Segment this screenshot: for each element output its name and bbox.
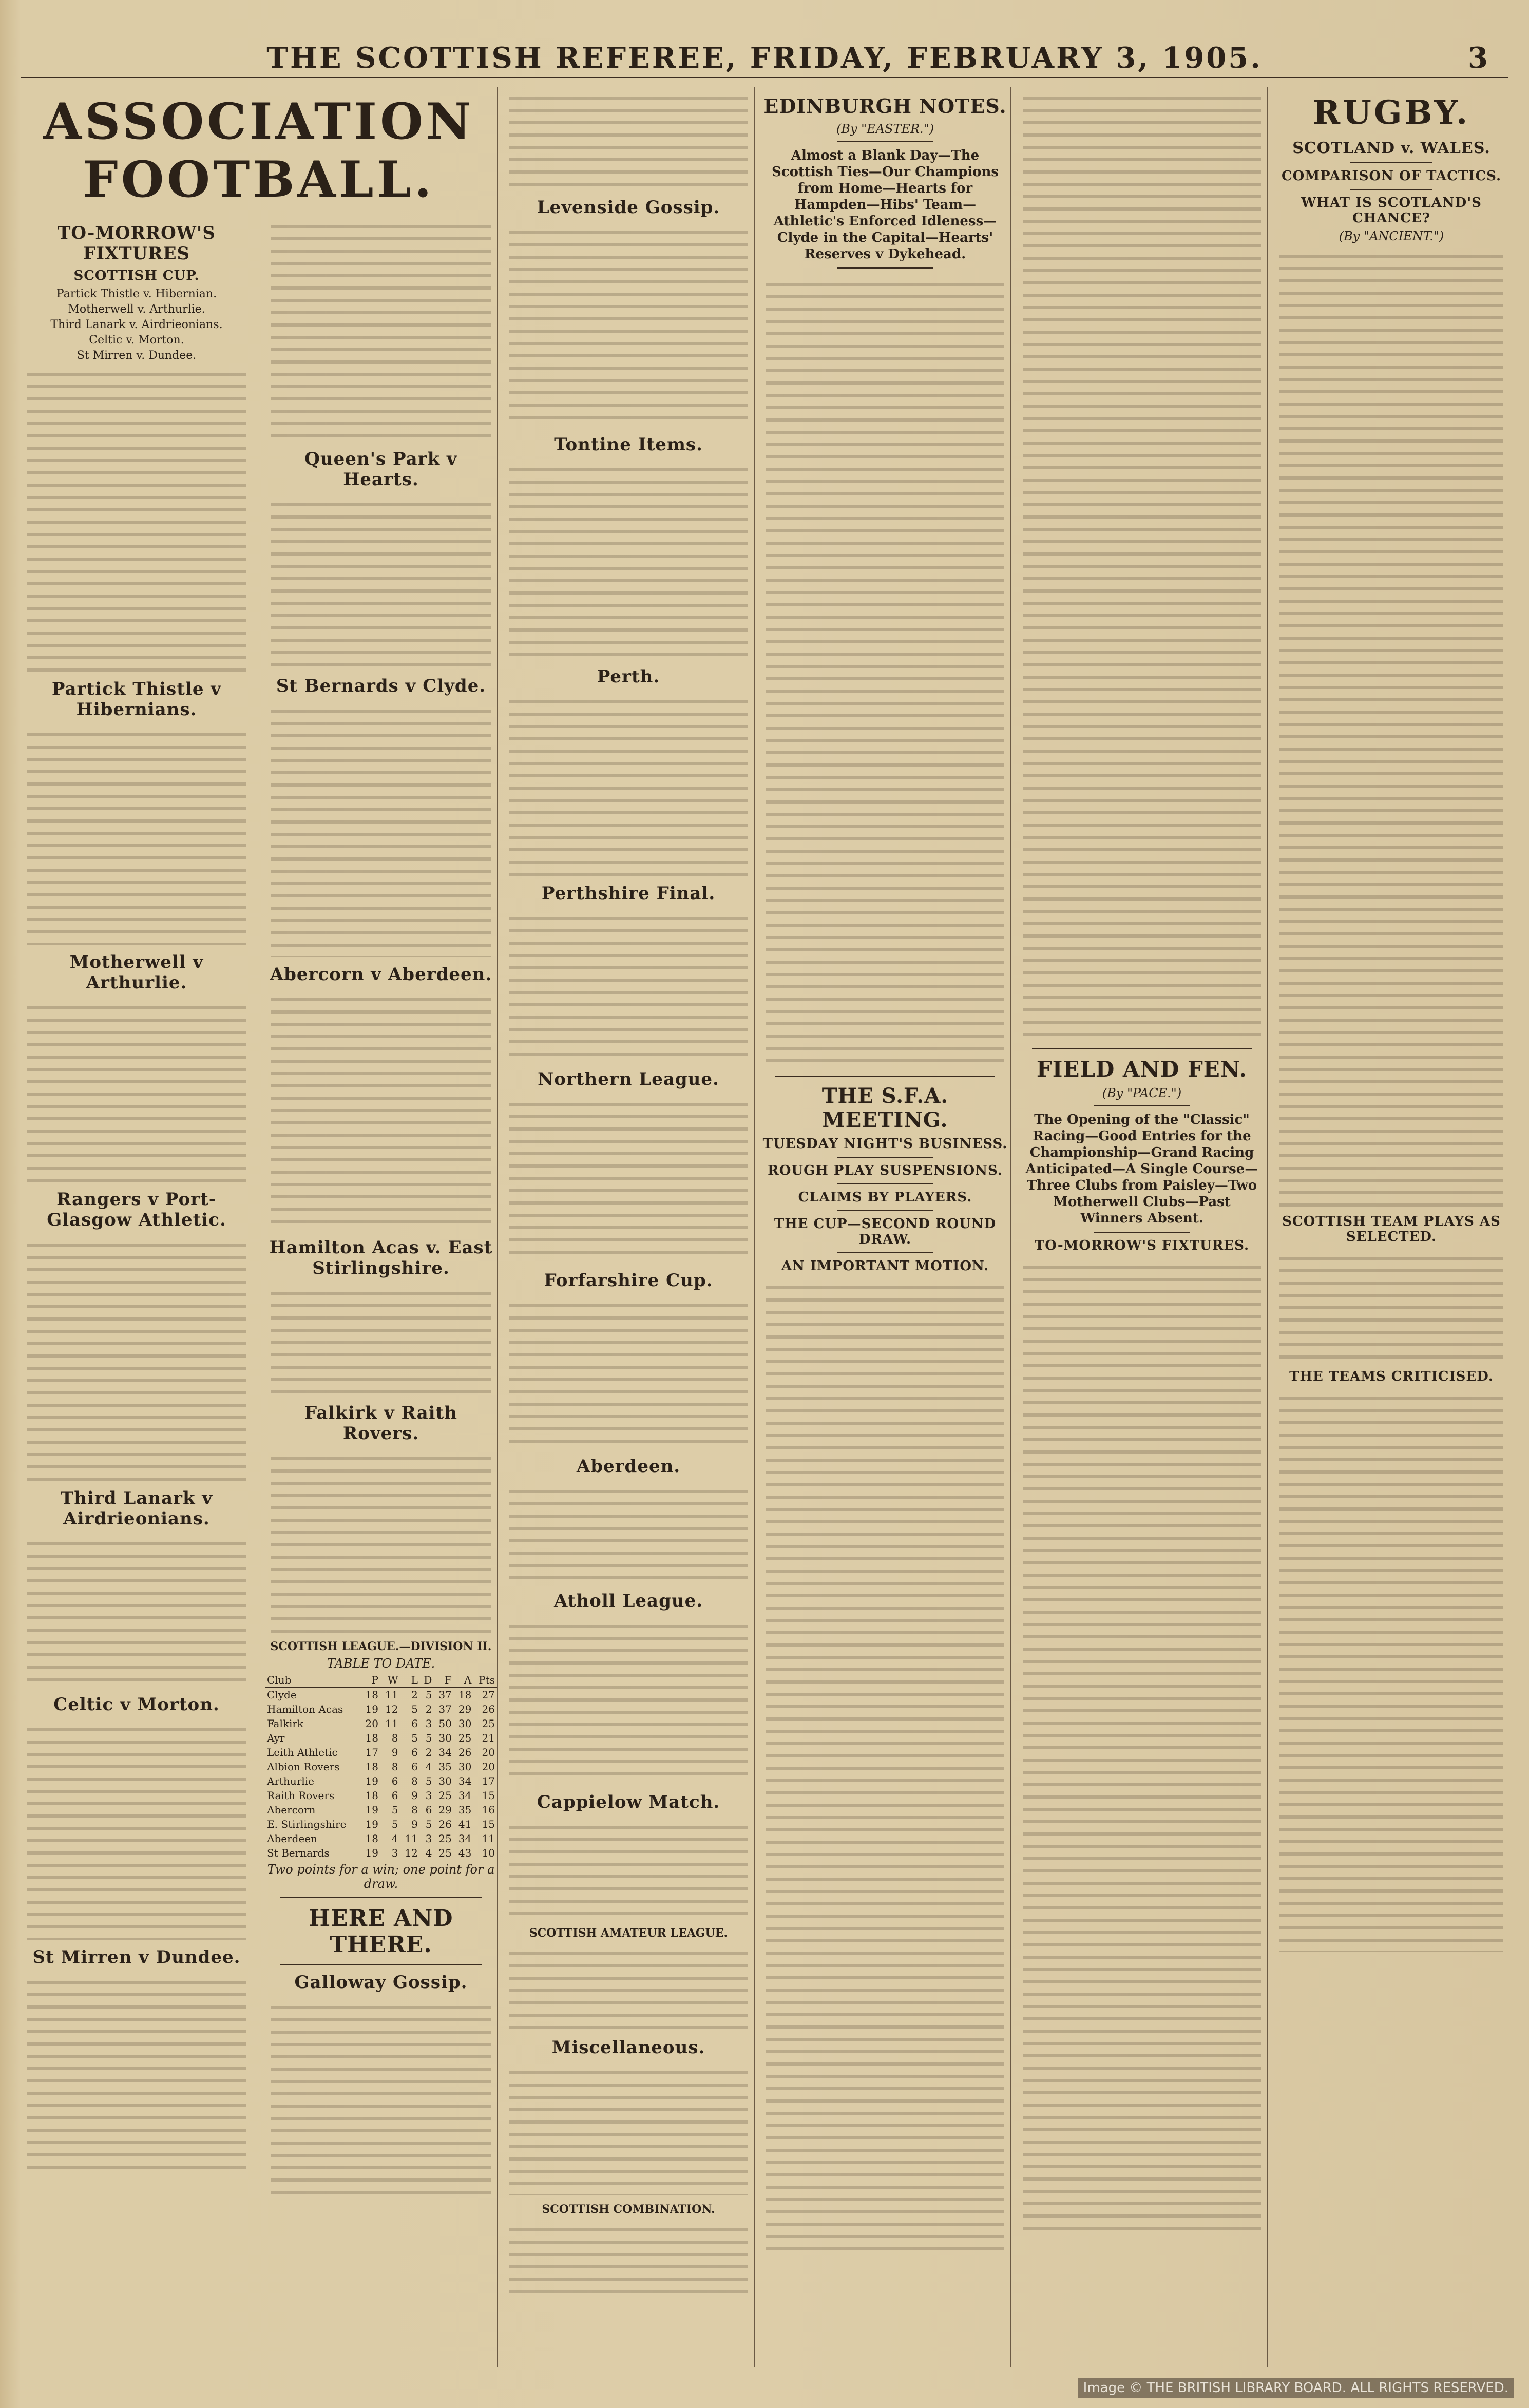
text-block <box>509 87 748 190</box>
table-cell: 6 <box>391 1789 398 1802</box>
divider <box>1032 1048 1252 1049</box>
league-table-sub: TABLE TO DATE. <box>327 1656 435 1671</box>
table-cell: 29 <box>458 1703 472 1715</box>
column-association-football <box>21 87 498 2367</box>
table-cell: 26 <box>458 1746 472 1759</box>
table-cell: Ayr <box>267 1732 285 1744</box>
table-row <box>265 1702 497 1716</box>
sfa-meeting-heading: THE S.F.A. MEETING. <box>821 1084 949 1132</box>
table-cell: 34 <box>458 1832 472 1845</box>
fixture-line: St Mirren v. Dundee. <box>77 349 197 362</box>
table-cell: 18 <box>365 1832 378 1845</box>
fixture-line: Celtic v. Morton. <box>89 334 184 347</box>
table-cell: 2 <box>411 1689 418 1701</box>
table-cell: 8 <box>391 1732 398 1744</box>
table-cell: 30 <box>438 1732 452 1744</box>
text-block <box>1023 87 1261 1042</box>
table-cell: 6 <box>425 1804 432 1816</box>
table-block <box>509 1943 748 2030</box>
table-cell: 5 <box>425 1732 432 1744</box>
text-block <box>1279 1248 1503 1366</box>
byline: (By "ANCIENT.") <box>1339 229 1444 243</box>
divider <box>1350 162 1432 163</box>
table-cell: 9 <box>411 1789 418 1802</box>
column-edinburgh-notes <box>760 87 1011 2367</box>
table-row <box>265 1716 497 1731</box>
table-cell: 5 <box>411 1703 418 1715</box>
table-cell: 3 <box>425 1717 432 1730</box>
text-block <box>271 1448 491 1633</box>
league-header-cell: F <box>434 1673 453 1688</box>
table-row <box>265 1760 497 1774</box>
text-block <box>271 989 491 1230</box>
table-cell: 50 <box>438 1717 452 1730</box>
section-heading: Hamilton Acas v. East Stirlingshire. <box>269 1237 493 1278</box>
table-cell: Abercorn <box>267 1804 316 1816</box>
section-heading: Galloway Gossip. <box>294 1972 468 1993</box>
divider <box>1350 189 1432 190</box>
table-cell: 6 <box>391 1775 398 1787</box>
table-cell: 18 <box>365 1761 378 1773</box>
section-heading: Perthshire Final. <box>541 883 716 904</box>
section-heading: Atholl League. <box>553 1591 703 1611</box>
table-cell: 2 <box>425 1746 432 1759</box>
table-cell: 20 <box>482 1746 495 1759</box>
teams-criticised-heading: THE TEAMS CRITICISED. <box>1289 1369 1494 1384</box>
divider <box>837 1252 933 1253</box>
table-cell: 19 <box>365 1847 378 1859</box>
table-cell: 11 <box>385 1689 398 1701</box>
table-cell: 34 <box>458 1789 472 1802</box>
table-cell: 25 <box>438 1832 452 1845</box>
page-header <box>21 36 1508 79</box>
edinburgh-notes-heading: EDINBURGH NOTES. <box>763 94 1007 118</box>
table-cell: 3 <box>391 1847 398 1859</box>
table-row <box>265 1731 497 1745</box>
table-cell: 37 <box>438 1703 452 1715</box>
byline: (By "EASTER.") <box>836 122 934 136</box>
section-heading: Queen's Park v Hearts. <box>304 449 457 490</box>
table-cell: 21 <box>482 1732 495 1744</box>
section-heading: Perth. <box>597 666 660 687</box>
field-fen-lead: The Opening of the "Classic" Racing—Good Entries for the Championship—Grand Racing Anticipated—A Single Course—Three Clubs from Paisley—Two Motherwell Clubs—Past Winners Absent. <box>1025 1112 1258 1226</box>
text-block <box>509 2062 748 2195</box>
table-cell: 5 <box>425 1775 432 1787</box>
table-cell: 19 <box>365 1804 378 1816</box>
table-cell: St Bernards <box>267 1847 330 1859</box>
league-header-cell: Club <box>265 1673 361 1688</box>
table-cell: 4 <box>425 1847 432 1859</box>
table-cell: Falkirk <box>267 1717 304 1730</box>
table-cell: 25 <box>458 1732 472 1744</box>
table-cell: E. Stirlingshire <box>267 1818 347 1830</box>
table-cell: 5 <box>391 1818 398 1830</box>
league-header-cell: L <box>400 1673 419 1688</box>
league-header-cell: W <box>380 1673 400 1688</box>
table-cell: 6 <box>411 1761 418 1773</box>
table-cell: 18 <box>458 1689 472 1701</box>
sfa-subhead: CLAIMS BY PLAYERS. <box>798 1190 972 1205</box>
table-cell: 25 <box>482 1717 495 1730</box>
table-cell: 15 <box>482 1789 495 1802</box>
association-football-heading: ASSOCIATION FOOTBALL. <box>43 92 474 208</box>
byline: (By "PACE.") <box>1102 1086 1182 1100</box>
section-heading: Rangers v Port-Glasgow Athletic. <box>47 1189 226 1230</box>
table-row <box>265 1688 497 1703</box>
table-cell: Hamilton Acas <box>267 1703 343 1715</box>
section-heading: Forfarshire Cup. <box>544 1270 713 1291</box>
text-block <box>271 700 491 957</box>
text-block <box>509 1094 748 1263</box>
table-cell: 34 <box>458 1775 472 1787</box>
football-right-subcolumn <box>265 216 497 2202</box>
text-block <box>509 1481 748 1583</box>
text-block <box>509 1817 748 1919</box>
table-row <box>265 1745 497 1760</box>
table-cell: 19 <box>365 1775 378 1787</box>
masthead: THE SCOTTISH REFEREE, FRIDAY, FEBRUARY 3, 1905. <box>266 41 1263 75</box>
text-block <box>271 1283 491 1396</box>
fixtures-heading: TO-MORROW'S FIXTURES <box>58 223 216 264</box>
league-header-cell: P <box>361 1673 380 1688</box>
table-cell: 17 <box>482 1775 495 1787</box>
table-cell: 5 <box>425 1818 432 1830</box>
table-cell: 12 <box>405 1847 418 1859</box>
table-cell: 3 <box>425 1832 432 1845</box>
divider <box>1094 1105 1190 1106</box>
divider <box>280 1897 482 1898</box>
table-cell: 18 <box>365 1789 378 1802</box>
league-table-title: SCOTTISH LEAGUE.—DIVISION II. <box>270 1640 492 1653</box>
table-row <box>265 1788 497 1803</box>
table-cell: Clyde <box>267 1689 297 1701</box>
table-cell: 17 <box>365 1746 378 1759</box>
text-block <box>27 724 246 945</box>
table-cell: 9 <box>411 1818 418 1830</box>
section-heading: Falkirk v Raith Rovers. <box>304 1403 457 1444</box>
edinburgh-lead: Almost a Blank Day—The Scottish Ties—Our Champions from Home—Hearts for Hampden—Hibs' Team—Athletic's Enforced Idleness—Clyde in the Capital—Hearts' Reserves v Dykehead. <box>771 148 999 262</box>
divider <box>837 1183 933 1184</box>
text-block <box>1023 1256 1261 2232</box>
table-cell: 30 <box>438 1775 452 1787</box>
text-block <box>509 1615 748 1785</box>
table-cell: 5 <box>411 1732 418 1744</box>
league-table <box>265 1673 497 1860</box>
text-block <box>271 216 491 442</box>
table-cell: 5 <box>391 1804 398 1816</box>
table-cell: 41 <box>458 1818 472 1830</box>
table-cell: 16 <box>482 1804 495 1816</box>
sfa-subhead: THE CUP—SECOND ROUND DRAW. <box>774 1216 997 1247</box>
sfa-subhead: AN IMPORTANT MOTION. <box>781 1258 989 1274</box>
table-cell: 8 <box>391 1761 398 1773</box>
fixture-line: Third Lanark v. Airdrieonians. <box>50 318 223 331</box>
sfa-subhead: ROUGH PLAY SUSPENSIONS. <box>768 1163 1003 1178</box>
section-heading: Celtic v Morton. <box>53 1694 220 1715</box>
table-cell: Albion Rovers <box>267 1761 340 1773</box>
text-block <box>1279 245 1503 1211</box>
divider <box>1094 1232 1190 1233</box>
text-block <box>509 459 748 659</box>
table-cell: 43 <box>458 1847 472 1859</box>
table-cell: 30 <box>458 1761 472 1773</box>
divider <box>837 1210 933 1211</box>
table-row <box>265 1774 497 1788</box>
combination-title: SCOTTISH COMBINATION. <box>542 2203 715 2216</box>
table-cell: 10 <box>482 1847 495 1859</box>
divider <box>837 1157 933 1158</box>
table-cell: 26 <box>438 1818 452 1830</box>
text-block <box>27 1719 246 1940</box>
table-cell: 18 <box>365 1732 378 1744</box>
fixtures-sub: SCOTTISH CUP. <box>73 268 200 283</box>
table-cell: 11 <box>405 1832 418 1845</box>
text-block <box>509 1295 748 1449</box>
table-cell: 27 <box>482 1689 495 1701</box>
table-cell: 6 <box>411 1746 418 1759</box>
table-cell: 37 <box>438 1689 452 1701</box>
here-and-there-heading: HERE AND THERE. <box>309 1905 453 1958</box>
divider <box>775 1076 995 1077</box>
text-block <box>1279 1387 1503 1952</box>
field-and-fen-heading: FIELD AND FEN. <box>1036 1057 1248 1082</box>
table-cell: 4 <box>391 1832 398 1845</box>
column-football-gossip <box>503 87 755 2367</box>
rugby-question: WHAT IS SCOTLAND'S CHANCE? <box>1301 195 1482 226</box>
league-header-cell: A <box>454 1673 473 1688</box>
football-left-subcolumn <box>21 216 253 2202</box>
section-heading: Abercorn v Aberdeen. <box>270 964 492 985</box>
table-cell: 19 <box>365 1818 378 1830</box>
section-heading: St Bernards v Clyde. <box>276 676 486 696</box>
divider <box>837 267 933 269</box>
table-cell: 5 <box>425 1689 432 1701</box>
text-block <box>27 1234 246 1481</box>
section-heading: Tontine Items. <box>554 434 703 455</box>
text-block <box>509 908 748 1062</box>
section-heading: Partick Thistle v Hibernians. <box>51 679 222 720</box>
section-heading: Motherwell v Arthurlie. <box>69 952 204 993</box>
table-cell: 29 <box>438 1804 452 1816</box>
text-block <box>27 1533 246 1687</box>
table-cell: 26 <box>482 1703 495 1715</box>
divider <box>280 1964 482 1965</box>
amateur-league-title: SCOTTISH AMATEUR LEAGUE. <box>529 1926 728 1940</box>
section-heading: Cappielow Match. <box>537 1792 720 1812</box>
divider <box>837 141 933 142</box>
table-cell: 4 <box>425 1761 432 1773</box>
column-rugby <box>1273 87 1509 2367</box>
table-cell: 15 <box>482 1818 495 1830</box>
section-heading: St Mirren v Dundee. <box>32 1947 241 1967</box>
league-header-cell: D <box>420 1673 434 1688</box>
section-heading: Aberdeen. <box>576 1456 681 1477</box>
table-cell: 3 <box>425 1789 432 1802</box>
league-header-cell: Pts <box>473 1673 497 1688</box>
table-row <box>265 1803 497 1817</box>
table-cell: 20 <box>365 1717 378 1730</box>
table-cell: 2 <box>425 1703 432 1715</box>
league-note: Two points for a win; one point for a draw. <box>267 1862 495 1891</box>
table-cell: 30 <box>458 1717 472 1730</box>
image-credit: Image © THE BRITISH LIBRARY BOARD. ALL RIGHTS RESERVED. <box>1078 2378 1514 2398</box>
text-block <box>271 494 491 668</box>
section-heading: Miscellaneous. <box>551 2037 705 2058</box>
table-cell: Aberdeen <box>267 1832 317 1845</box>
section-heading: Northern League. <box>538 1069 719 1090</box>
text-block <box>27 997 246 1182</box>
text-block <box>766 1277 1004 2252</box>
text-block <box>271 1997 491 2202</box>
table-cell: 34 <box>438 1746 452 1759</box>
table-cell: 20 <box>482 1761 495 1773</box>
table-cell: 25 <box>438 1789 452 1802</box>
table-cell: 8 <box>411 1804 418 1816</box>
table-cell: 18 <box>365 1689 378 1701</box>
sfa-subhead: TUESDAY NIGHT'S BUSINESS. <box>762 1136 1008 1152</box>
table-block <box>509 2219 748 2296</box>
text-block <box>27 1972 246 2177</box>
table-cell: 19 <box>365 1703 378 1715</box>
table-cell: 11 <box>482 1832 495 1845</box>
table-cell: Raith Rovers <box>267 1789 335 1802</box>
table-cell: 8 <box>411 1775 418 1787</box>
text-block <box>509 222 748 427</box>
fixture-line: Motherwell v. Arthurlie. <box>68 303 205 316</box>
table-row <box>265 1817 497 1831</box>
table-cell: 25 <box>438 1847 452 1859</box>
table-cell: 11 <box>385 1717 398 1730</box>
section-heading: Levenside Gossip. <box>537 197 720 218</box>
rugby-sub: SCOTLAND v. WALES. <box>1292 139 1490 157</box>
table-row <box>265 1831 497 1846</box>
table-cell: 35 <box>438 1761 452 1773</box>
rugby-sub: COMPARISON OF TACTICS. <box>1281 168 1502 184</box>
text-block <box>27 364 246 672</box>
fixtures-subhead: TO-MORROW'S FIXTURES. <box>1034 1238 1250 1253</box>
table-row <box>265 1846 497 1860</box>
table-cell: 35 <box>458 1804 472 1816</box>
text-block <box>766 274 1004 1069</box>
fixture-line: Partick Thistle v. Hibernian. <box>56 288 217 300</box>
rugby-heading: RUGBY. <box>1312 93 1470 132</box>
column-field-and-fen <box>1017 87 1268 2367</box>
page-number: 3 <box>1468 41 1488 75</box>
section-heading: Third Lanark v Airdrieonians. <box>60 1488 213 1529</box>
table-cell: Arthurlie <box>267 1775 314 1787</box>
table-cell: 9 <box>391 1746 398 1759</box>
table-cell: 6 <box>411 1717 418 1730</box>
text-block <box>509 691 748 876</box>
table-cell: 12 <box>385 1703 398 1715</box>
selection-heading: SCOTTISH TEAM PLAYS AS SELECTED. <box>1282 1214 1501 1245</box>
table-cell: Leith Athletic <box>267 1746 338 1759</box>
